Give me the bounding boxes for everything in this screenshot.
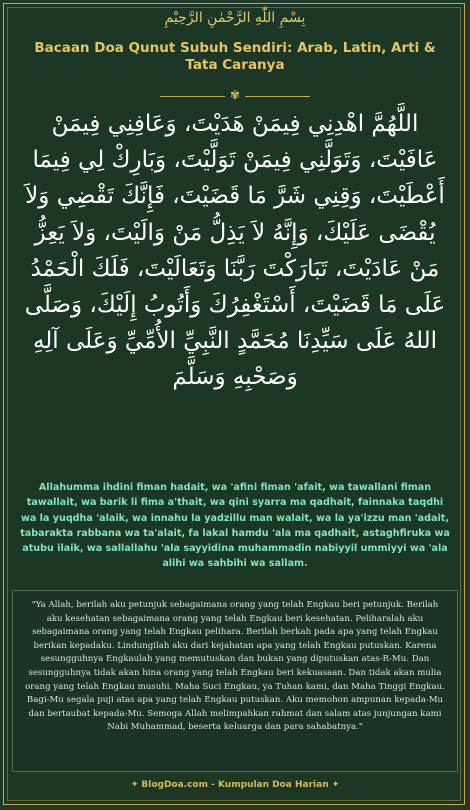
bismillah-heading: بِسْمِ اللّٰهِ الرَّحْمٰنِ الرَّحِيْمِ (164, 10, 306, 26)
divider-line-right (245, 96, 310, 97)
arabic-prayer-text: اللَّهُمَّ اهْدِنِي فِيمَنْ هَدَيْتَ، وَعَافِنِي فِيمَنْ عَافَيْتَ، وَتَوَلَّنِي فِيمَنْ تَوَلَّيْتَ، وَبَارِكْ لِي فِيمَا أَعْطَيْتَ، وَقِنِي شَرَّ مَا قَضَيْتَ، فَإِنَّكَ تَقْضِي وَلاَ يُقْضَى عَلَيْكَ، وَإِنَّهُ لاَ يَذِلُّ مَنْ وَالَيْتَ، وَلاَ يَعِزُّ مَنْ عَادَيْتَ، تَبَارَكْتَ رَبَّنَا وَتَعَالَيْتَ، فَلَكَ الْحَمْدُ عَلَى مَا قَضَيْتَ، أَسْتَغْفِرُكَ وَأَتُوبُ إِلَيْكَ، وَصَلَّى اللهُ عَلَى سَيِّدِنَا مُحَمَّدٍ النَّبِيِّ الأُمِّيِّ وَعَلَى آلِهِ وَصَحْبِهِ وَسَلَّمَ (24, 111, 446, 391)
indonesian-translation: "Ya Allah, berilah aku petunjuk sebagaimana orang yang telah Engkau beri petunjuk. Berilah aku kesehatan sebagaimana orang yang telah Engkau beri kesehatan. Peliharalah aku sebagaimana orang yang telah Engkau pelihara. Berilah berkah pada apa yang telah Engkau berikan kepadaku. Lindungilah aku dari kejahatan apa yang telah Engkau putuskan. Karena sesungguhnya Engkaulah yang memutuskan dan bukan yang diputuskan atas-R-Mu. Dan sesungguhnya tidak akan hina orang yang telah Engkau beri kekuasaan. Dan tidak akan mulia orang yang telah Engkau musuhi. Maha Suci Engkau, ya Tuhan kami, dan Maha Tinggi Engkau. Bagi-Mu segala puji atas apa yang telah Engkau putuskan. Aku memohon ampunan kepada-Mu dan bertaubat kepada-Mu. Semoga Allah melimpahkan rahmat dan salam atas junjungan kami Nabi Muhammad, beserta keluarga dan para sahabatnya." (25, 600, 445, 733)
page-title: Bacaan Doa Qunut Subuh Sendiri: Arab, Latin, Arti & Tata Caranya (34, 40, 436, 73)
divider-line-left (160, 96, 225, 97)
latin-transliteration: Allahumma ihdini fiman hadait, wa 'afini fiman 'afait, wa tawallani fiman tawallait, wa barik li fima a'thait, wa qini syarra ma qadhait, fainnaka taqdhi wa la yuqdha 'alaik, wa innahu la yadzillu man walait, wa la ya'izzu man 'adait, tabarakta rabbana wa ta'alait, fa lakal hamdu 'ala ma qadhait, astaghfiruka wa atubu ilaik, wa sallallahu 'ala sayyidina muhammadin nabiyyil ummiyyi wa 'ala alihi wa sahbihi wa sallam. (20, 482, 450, 570)
translation-box (12, 590, 458, 772)
title-divider (160, 88, 310, 102)
flower-ornament-icon: ✾ (229, 88, 241, 102)
footer-credit: ✦ BlogDoa.com - Kumpulan Doa Harian ✦ (130, 780, 340, 790)
